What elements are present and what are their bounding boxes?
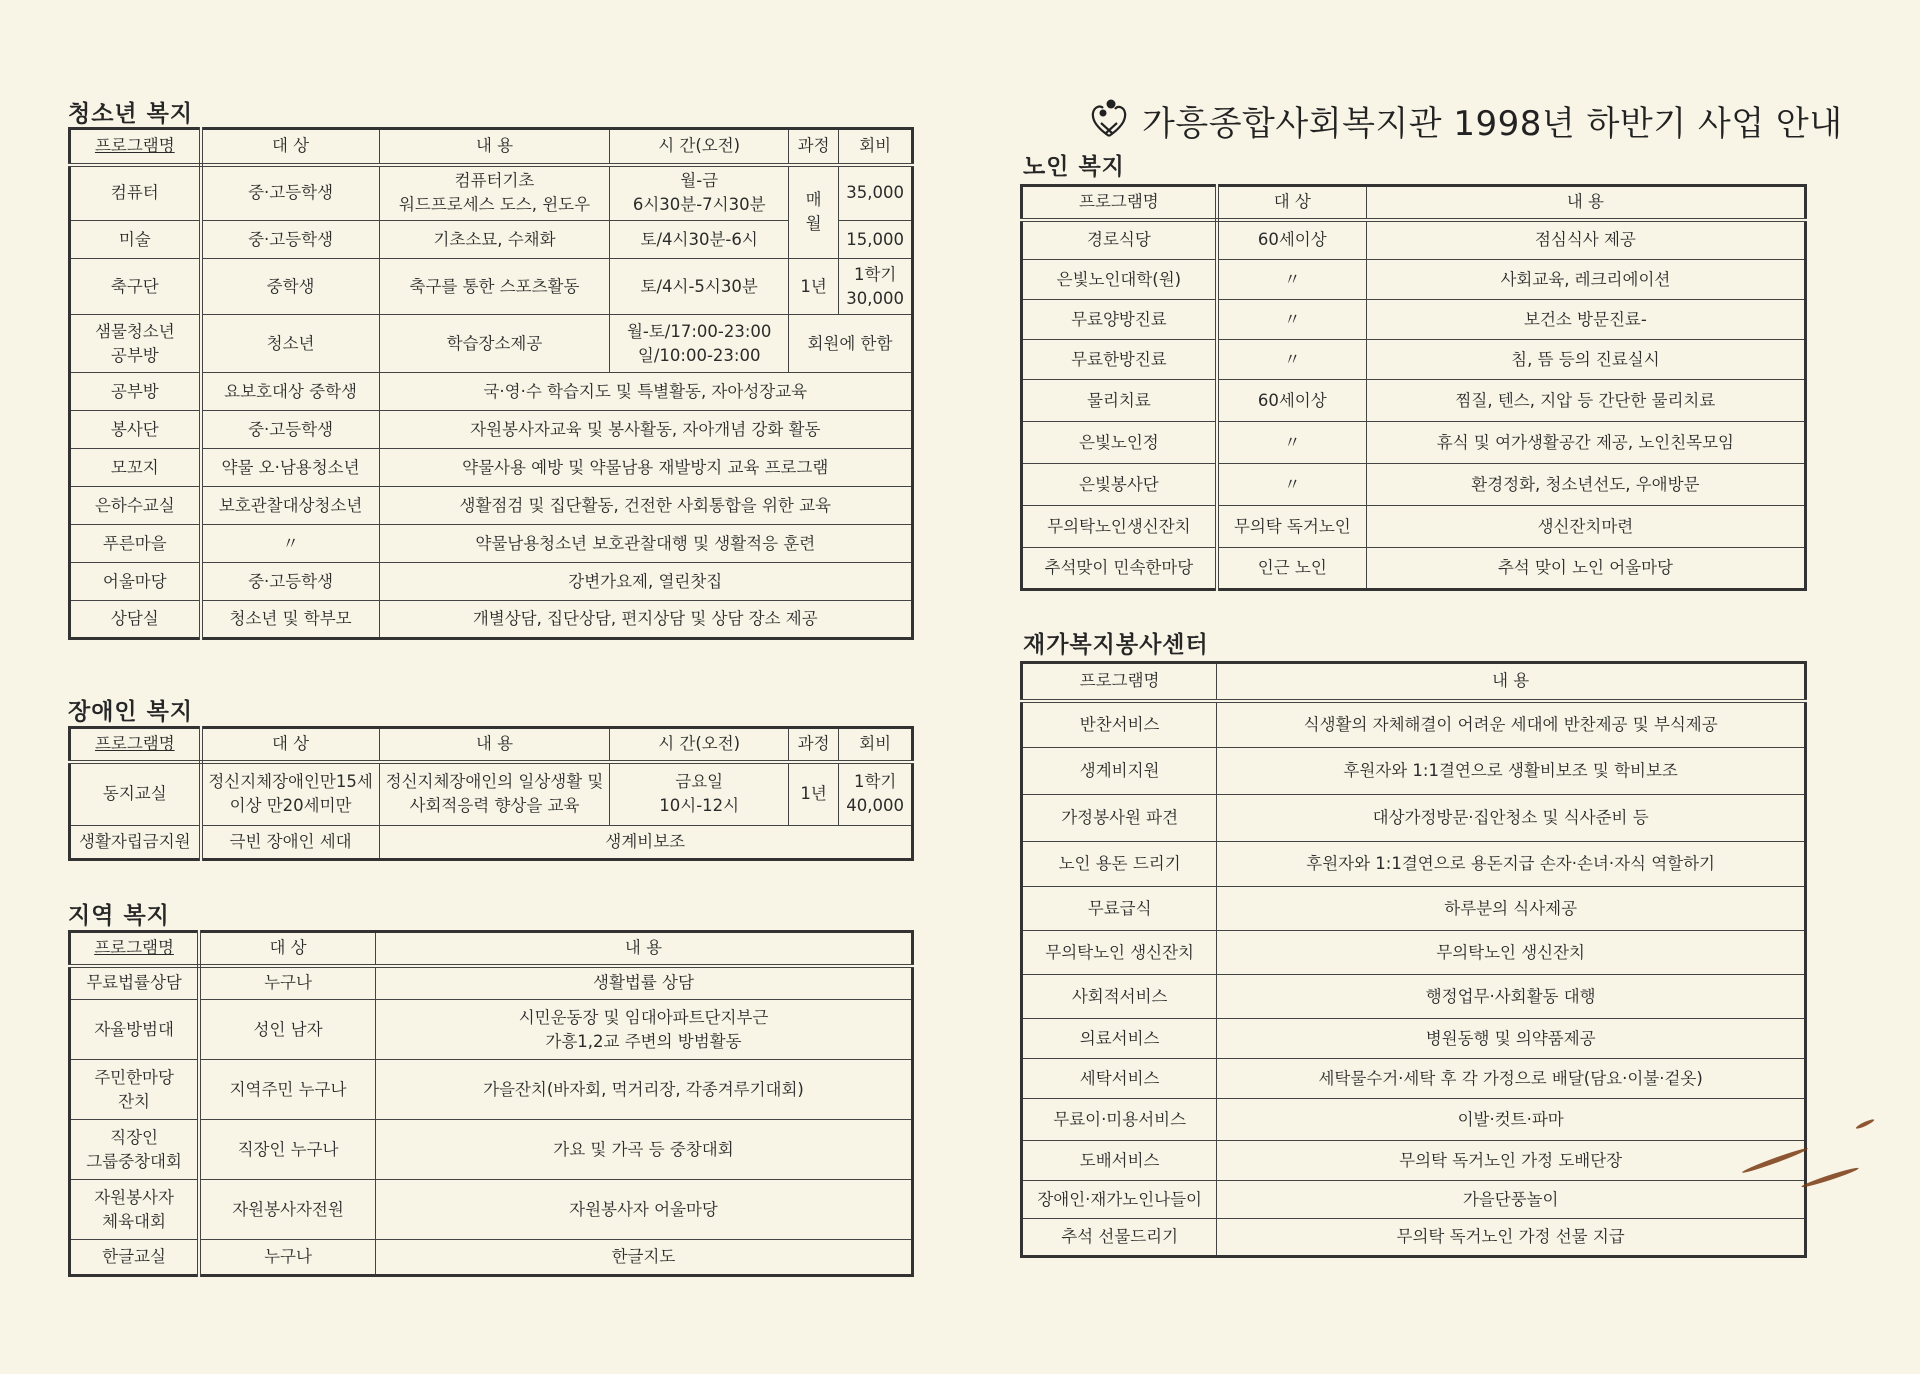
table-row [70, 449, 913, 487]
program-name: 노인 용돈 드리기 [1022, 842, 1217, 887]
header-program: 프로그램명 [1022, 663, 1217, 701]
program-name: 추석 선물드리기 [1022, 1219, 1217, 1257]
program-name: 한글교실 [70, 1240, 200, 1276]
program-name: 축구단 [70, 259, 201, 315]
table-row [70, 1000, 913, 1060]
table-row [70, 1060, 913, 1120]
program-target: 중·고등학생 [201, 165, 379, 221]
section-title-homecare: 재가복지봉사센터 [1023, 632, 1209, 658]
program-target: 보호관찰대상청소년 [201, 487, 379, 525]
program-course: 1년 [788, 762, 838, 826]
table-row [1022, 842, 1806, 887]
program-name: 은빛노인대학(원) [1022, 260, 1217, 300]
program-target: 중학생 [201, 259, 379, 315]
header-fee: 회비 [839, 728, 913, 762]
header-fee: 회비 [839, 129, 913, 165]
community-welfare-table [68, 930, 914, 1277]
program-content: 무의탁 독거노인 가정 선물 지급 [1217, 1219, 1806, 1257]
heart-hands-logo-icon [1090, 99, 1128, 143]
table-row [70, 259, 913, 315]
program-content: 가요 및 가곡 등 중창대회 [375, 1120, 912, 1180]
header-course: 과정 [788, 129, 838, 165]
program-content: 점심식사 제공 [1366, 220, 1805, 260]
program-target: 정신지체장애인만15세 이상 만20세미만 [201, 762, 379, 826]
program-name: 은빛노인정 [1022, 422, 1217, 464]
header-time: 시 간(오전) [610, 728, 788, 762]
program-target: 누구나 [199, 1240, 375, 1276]
program-content: 시민운동장 및 임대아파트단지부근 가흥1,2교 주변의 방범활동 [375, 1000, 912, 1060]
program-target: 〃 [1217, 260, 1366, 300]
program-content: 생활법률 상담 [375, 966, 912, 1000]
program-time: 월-토/17:00-23:00 일/10:00-23:00 [610, 315, 788, 373]
program-name: 의료서비스 [1022, 1019, 1217, 1059]
header-program: 프로그램명 [70, 932, 200, 966]
program-course: 매월 [788, 165, 838, 259]
header-program: 프로그램명 [70, 129, 201, 165]
program-content: 약물남용청소년 보호관찰대행 및 생활적응 훈련 [379, 525, 912, 563]
program-content: 행정업무·사회활동 대행 [1217, 975, 1806, 1019]
program-target: 극빈 장애인 세대 [201, 826, 379, 860]
program-fee: 1학기 40,000 [839, 762, 913, 826]
program-content: 컴퓨터기초 워드프로세스 도스, 윈도우 [379, 165, 610, 221]
table-row [70, 411, 913, 449]
program-name: 사회적서비스 [1022, 975, 1217, 1019]
header-program: 프로그램명 [1022, 186, 1217, 220]
program-time: 토/4시-5시30분 [610, 259, 788, 315]
program-target: 중·고등학생 [201, 411, 379, 449]
program-content: 국·영·수 학습지도 및 특별활동, 자아성장교육 [379, 373, 912, 411]
program-name: 물리치료 [1022, 380, 1217, 422]
table-row [70, 1120, 913, 1180]
program-content: 사회교육, 레크리에이션 [1366, 260, 1805, 300]
program-name: 장애인·재가노인나들이 [1022, 1181, 1217, 1219]
program-name: 미술 [70, 221, 201, 259]
table-row [70, 762, 913, 826]
table-row [1022, 1219, 1806, 1257]
program-content: 휴식 및 여가생활공간 제공, 노인친목모임 [1366, 422, 1805, 464]
program-name: 무료법률상담 [70, 966, 200, 1000]
table-row [70, 966, 913, 1000]
header-time: 시 간(오전) [610, 129, 788, 165]
table-row [70, 601, 913, 639]
program-name: 직장인 그룹중창대회 [70, 1120, 200, 1180]
table-row [70, 221, 913, 259]
table-row [1022, 1019, 1806, 1059]
program-content: 자원봉사자교육 및 봉사활동, 자아개념 강화 활동 [379, 411, 912, 449]
program-name: 은하수교실 [70, 487, 201, 525]
program-content: 추석 맞이 노인 어울마당 [1366, 548, 1805, 590]
program-content: 보건소 방문진료- [1366, 300, 1805, 340]
program-content: 환경정화, 청소년선도, 우애방문 [1366, 464, 1805, 506]
table-row [1022, 506, 1806, 548]
document-title [1090, 96, 1843, 145]
table-row [1022, 975, 1806, 1019]
table-row [1022, 748, 1806, 795]
section-title-elderly: 노인 복지 [1023, 154, 1125, 180]
program-content: 세탁물수거·세탁 후 각 가정으로 배달(담요·이불·겉옷) [1217, 1059, 1806, 1099]
table-row [1022, 1141, 1806, 1181]
program-content: 정신지체장애인의 일상생활 및 사회적응력 향상을 교육 [379, 762, 610, 826]
program-content: 찜질, 텐스, 지압 등 간단한 물리치료 [1366, 380, 1805, 422]
program-content: 후원자와 1:1결연으로 생활비보조 및 학비보조 [1217, 748, 1806, 795]
table-row [70, 563, 913, 601]
program-name: 생활자립금지원 [70, 826, 201, 860]
program-name: 샘물청소년 공부방 [70, 315, 201, 373]
program-name: 세탁서비스 [1022, 1059, 1217, 1099]
section-title-community: 지역 복지 [68, 903, 170, 929]
program-content: 약물사용 예방 및 약물남용 재발방지 교육 프로그램 [379, 449, 912, 487]
table-row [1022, 1059, 1806, 1099]
table-row [1022, 300, 1806, 340]
program-target: 직장인 누구나 [199, 1120, 375, 1180]
table-row [1022, 422, 1806, 464]
program-target: 60세이상 [1217, 220, 1366, 260]
table-row [1022, 340, 1806, 380]
program-name: 무료양방진료 [1022, 300, 1217, 340]
table-header-row [1022, 186, 1806, 220]
table-row [70, 373, 913, 411]
program-time: 토/4시30분-6시 [610, 221, 788, 259]
header-content: 내 용 [1217, 663, 1806, 701]
program-content: 가을단풍놀이 [1217, 1181, 1806, 1219]
program-fee: 15,000 [839, 221, 913, 259]
program-content: 축구를 통한 스포츠활동 [379, 259, 610, 315]
program-name: 동지교실 [70, 762, 201, 826]
program-content: 침, 뜸 등의 진료실시 [1366, 340, 1805, 380]
program-target: 60세이상 [1217, 380, 1366, 422]
program-course-fee: 회원에 한함 [788, 315, 912, 373]
program-name: 상담실 [70, 601, 201, 639]
program-name: 어울마당 [70, 563, 201, 601]
program-name: 자원봉사자 체육대회 [70, 1180, 200, 1240]
table-row [70, 315, 913, 373]
program-target: 중·고등학생 [201, 221, 379, 259]
table-row [1022, 1181, 1806, 1219]
header-course: 과정 [788, 728, 838, 762]
program-content: 개별상담, 집단상담, 편지상담 및 상담 장소 제공 [379, 601, 912, 639]
program-target: 인근 노인 [1217, 548, 1366, 590]
table-row [1022, 260, 1806, 300]
program-target: 〃 [1217, 422, 1366, 464]
header-content: 내 용 [379, 728, 610, 762]
header-target: 대 상 [201, 129, 379, 165]
table-header-row [70, 932, 913, 966]
table-row [1022, 795, 1806, 842]
table-row [1022, 548, 1806, 590]
program-time: 금요일 10시-12시 [610, 762, 788, 826]
program-name: 도배서비스 [1022, 1141, 1217, 1181]
program-content: 기초소묘, 수채화 [379, 221, 610, 259]
program-target: 청소년 [201, 315, 379, 373]
program-content: 자원봉사자 어울마당 [375, 1180, 912, 1240]
table-row [70, 1180, 913, 1240]
program-content: 한글지도 [375, 1240, 912, 1276]
table-row [1022, 220, 1806, 260]
header-target: 대 상 [201, 728, 379, 762]
header-content: 내 용 [375, 932, 912, 966]
program-content: 생신잔치마련 [1366, 506, 1805, 548]
program-name: 무의탁노인 생신잔치 [1022, 931, 1217, 975]
program-name: 무료이·미용서비스 [1022, 1099, 1217, 1141]
program-target: 약물 오·남용청소년 [201, 449, 379, 487]
program-content: 병원동행 및 의약품제공 [1217, 1019, 1806, 1059]
header-content: 내 용 [379, 129, 610, 165]
program-content: 식생활의 자체해결이 어려운 세대에 반찬제공 및 부식제공 [1217, 701, 1806, 748]
header-content: 내 용 [1366, 186, 1805, 220]
program-name: 모꼬지 [70, 449, 201, 487]
program-course: 1년 [788, 259, 838, 315]
program-target: 청소년 및 학부모 [201, 601, 379, 639]
program-name: 경로식당 [1022, 220, 1217, 260]
program-name: 무료급식 [1022, 887, 1217, 931]
program-name: 무의탁노인생신잔치 [1022, 506, 1217, 548]
table-row [70, 487, 913, 525]
page-title: 가흥종합사회복지관 1998년 하반기 사업 안내 [1142, 104, 1843, 144]
program-content: 가을잔치(바자회, 먹거리장, 각종겨루기대회) [375, 1060, 912, 1120]
program-target: 〃 [1217, 340, 1366, 380]
program-name: 봉사단 [70, 411, 201, 449]
section-title-youth: 청소년 복지 [68, 101, 194, 127]
table-row [1022, 464, 1806, 506]
program-content: 생활점검 및 집단활동, 건전한 사회통합을 위한 교육 [379, 487, 912, 525]
program-name: 푸른마을 [70, 525, 201, 563]
paper-stain [1855, 1118, 1875, 1130]
program-content: 대상가정방문·집안청소 및 식사준비 등 [1217, 795, 1806, 842]
program-name: 무료한방진료 [1022, 340, 1217, 380]
disabled-welfare-table [68, 726, 914, 861]
program-name: 생계비지원 [1022, 748, 1217, 795]
header-program: 프로그램명 [70, 728, 201, 762]
table-row [1022, 931, 1806, 975]
program-target: 요보호대상 중학생 [201, 373, 379, 411]
program-target: 중·고등학생 [201, 563, 379, 601]
table-row [1022, 887, 1806, 931]
header-target: 대 상 [1217, 186, 1366, 220]
program-fee: 1학기 30,000 [839, 259, 913, 315]
program-name: 공부방 [70, 373, 201, 411]
program-name: 가정봉사원 파견 [1022, 795, 1217, 842]
program-content: 이발·컷트·파마 [1217, 1099, 1806, 1141]
table-header-row [1022, 663, 1806, 701]
table-row [70, 165, 913, 221]
table-row [1022, 1099, 1806, 1141]
paper-stain [1801, 1166, 1860, 1189]
program-target: 자원봉사자전원 [199, 1180, 375, 1240]
header-target: 대 상 [199, 932, 375, 966]
program-content: 학습장소제공 [379, 315, 610, 373]
program-target: 〃 [201, 525, 379, 563]
program-target: 지역주민 누구나 [199, 1060, 375, 1120]
program-name: 은빛봉사단 [1022, 464, 1217, 506]
program-target: 〃 [1217, 300, 1366, 340]
table-row [70, 826, 913, 860]
program-content: 후원자와 1:1결연으로 용돈지급 손자·손녀·자식 역할하기 [1217, 842, 1806, 887]
youth-welfare-table [68, 127, 914, 640]
elderly-welfare-table [1020, 184, 1807, 591]
program-target: 누구나 [199, 966, 375, 1000]
program-time: 월-금 6시30분-7시30분 [610, 165, 788, 221]
program-name: 주민한마당 잔치 [70, 1060, 200, 1120]
homecare-service-table [1020, 661, 1807, 1258]
program-name: 추석맞이 민속한마당 [1022, 548, 1217, 590]
table-header-row [70, 129, 913, 165]
program-target: 무의탁 독거노인 [1217, 506, 1366, 548]
table-header-row [70, 728, 913, 762]
program-fee: 35,000 [839, 165, 913, 221]
program-name: 반찬서비스 [1022, 701, 1217, 748]
program-content: 하루분의 식사제공 [1217, 887, 1806, 931]
program-content: 무의탁 독거노인 가정 도배단장 [1217, 1141, 1806, 1181]
table-row [1022, 380, 1806, 422]
program-target: 〃 [1217, 464, 1366, 506]
program-content: 생계비보조 [379, 826, 912, 860]
program-content: 무의탁노인 생신잔치 [1217, 931, 1806, 975]
table-row [70, 525, 913, 563]
section-title-disabled: 장애인 복지 [68, 699, 194, 725]
program-content: 강변가요제, 열린찻집 [379, 563, 912, 601]
program-target: 성인 남자 [199, 1000, 375, 1060]
table-row [1022, 701, 1806, 748]
program-name: 자율방범대 [70, 1000, 200, 1060]
program-name: 컴퓨터 [70, 165, 201, 221]
table-row [70, 1240, 913, 1276]
